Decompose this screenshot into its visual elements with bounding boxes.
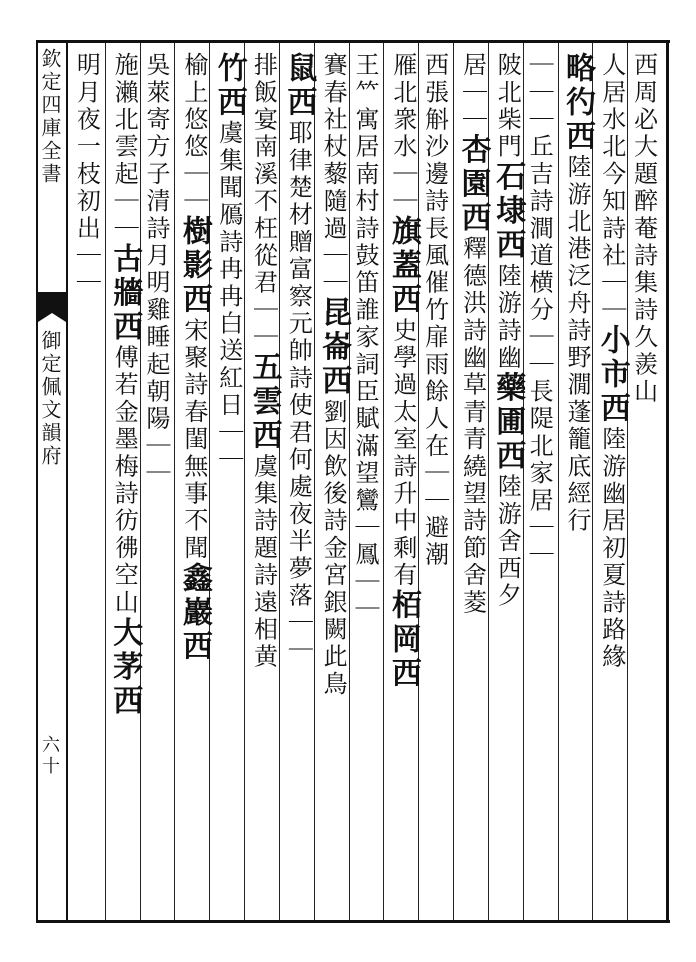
text-column — [316, 52, 352, 699]
entry-text: 榆上悠悠｜｜ — [179, 52, 208, 216]
text-column — [455, 52, 491, 617]
text-column — [490, 52, 526, 610]
column-rule — [314, 43, 315, 920]
headword: 古牆西 — [107, 242, 143, 345]
headword: 旗蓋西 — [385, 215, 421, 318]
entry-text: 竹扉雨餘人在｜｜ — [420, 296, 449, 515]
entry-text: 張斛沙邊詩長風催 — [420, 79, 449, 297]
column-rule — [140, 43, 141, 920]
entry-text: 宋聚詩春閨無事不聞 — [179, 317, 208, 563]
text-column — [281, 52, 317, 665]
entry-text: 何處夜半夢落｜｜ — [284, 446, 313, 665]
text-column — [594, 52, 630, 671]
entry-text: 明月夜一枝初出｜｜ — [72, 52, 101, 297]
text-column — [246, 52, 282, 671]
headword: 鼠西 — [281, 52, 317, 120]
column-rule — [209, 43, 210, 920]
entry-text: 王𥫗寓居南村詩鼓笛誰家 — [351, 52, 379, 352]
column-rule — [558, 43, 559, 920]
headword: 略彴西 — [559, 52, 595, 154]
page-number: 六十 — [39, 735, 60, 777]
entry-text: 史學過太室詩升中剩有 — [388, 317, 417, 590]
column-rule — [383, 43, 384, 920]
headword: 五雲西 — [246, 351, 282, 454]
headword: 樹影西 — [176, 215, 212, 318]
headword: 大茅西 — [107, 616, 143, 719]
column-rule — [453, 43, 454, 920]
column-rule — [349, 43, 350, 920]
entry-text: 吳萊寄方子清詩月明 — [142, 52, 171, 297]
column-rule — [418, 43, 419, 920]
entry-text: 西 — [420, 52, 449, 80]
text-column — [142, 52, 171, 488]
headword: 石埭西 — [490, 160, 526, 263]
entry-text: 陂北柴門 — [493, 52, 522, 161]
entry-text: 釋德洪詩幽草青青繞 — [458, 235, 487, 481]
entry-text: 虞集詩題詩遠相 — [249, 453, 278, 644]
entry-text: 詞臣賦滿望鸞｜鳳｜｜ — [351, 351, 379, 624]
entry-text: 陸游北港泛舟詩野㵎蓬籠底經行 — [562, 154, 591, 535]
text-column — [525, 52, 554, 569]
entry-text: 陸游舍西夕 — [493, 473, 522, 610]
column-rule — [244, 43, 245, 920]
margin-rule — [66, 43, 68, 920]
entry-text: 望詩節舍菱 — [458, 480, 487, 617]
text-column — [176, 52, 212, 665]
headword: 栢岡西 — [385, 589, 421, 692]
entry-text: 陸游幽居初夏詩路緣 — [597, 426, 626, 671]
frame-top-border — [36, 40, 670, 43]
text-column — [107, 52, 143, 719]
entry-text: 傅若金墨梅詩彷彿空山 — [110, 344, 139, 617]
headword: 鑫巖西 — [176, 562, 212, 665]
entry-text: 人居水北今知詩社｜｜ — [597, 52, 626, 324]
column-rule — [592, 43, 593, 920]
entry-text: ｜｜｜丘吉詩澗道横分｜｜ — [525, 52, 554, 379]
book-title: 御定佩文韻府 — [38, 330, 62, 468]
text-column — [420, 52, 449, 569]
entry-text: 耶律楚材贈富察元帥詩使君 — [284, 120, 313, 447]
headword: 竹西 — [211, 52, 247, 120]
frame-right-border — [666, 40, 669, 923]
book-series-title: 欽定四庫全書 — [38, 48, 62, 186]
entry-text: 雁北衆水｜｜ — [388, 52, 417, 216]
text-column — [211, 52, 247, 474]
column-rule — [627, 43, 628, 920]
text-column — [385, 52, 421, 692]
entry-text: 賽春社杖藜隨過｜｜ — [319, 52, 348, 297]
entry-text: 虞集聞鴈詩冉冉白 — [214, 120, 243, 338]
headword: 昆崙西 — [316, 296, 352, 399]
text-column — [559, 52, 595, 535]
entry-text: 送紅日｜｜ — [214, 337, 243, 474]
column-rule — [105, 43, 106, 920]
text-column — [72, 52, 101, 297]
column-rule — [279, 43, 280, 920]
headword: 小市西 — [594, 324, 630, 426]
entry-text: 避潮 — [420, 514, 449, 569]
entry-text: 鳥 — [319, 670, 348, 699]
entry-text: 陸游詩幽 — [493, 262, 522, 372]
entry-text: 排飯宴南溪不枉從君｜｜ — [249, 52, 278, 352]
entry-text: 劉因飲後詩金宮銀闕此 — [319, 398, 348, 671]
entry-text: 黄 — [249, 643, 278, 671]
entry-text: 周必大題醉菴詩集詩久羨山 — [629, 79, 658, 406]
text-column — [353, 52, 377, 623]
entry-text: 雞睡起朝陽｜｜ — [142, 296, 171, 488]
entry-text: 施瀨北雲起｜｜ — [110, 52, 139, 243]
frame-bottom-border — [36, 920, 670, 923]
entry-text: 長隄北家居｜｜ — [525, 378, 554, 569]
entry-text: 居｜｜ — [458, 52, 487, 134]
headword: 杏園西 — [455, 133, 491, 236]
text-column — [629, 52, 658, 406]
column-rule — [174, 43, 175, 920]
entry-text: 西 — [629, 52, 658, 80]
headword: 藥圃西 — [490, 371, 526, 474]
